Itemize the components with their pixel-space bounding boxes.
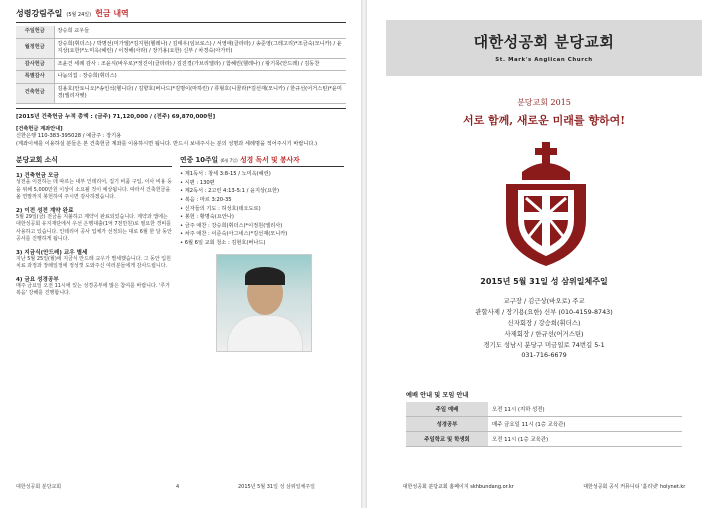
table-row	[406, 417, 682, 432]
offering-header	[16, 8, 346, 23]
footer-left: 대한성공회 분당교회	[16, 484, 62, 490]
offering-label: 감사헌금	[16, 58, 54, 71]
offering-header-date: (5월 24일)	[66, 12, 92, 18]
clergy-info	[368, 296, 720, 361]
table-row	[406, 432, 682, 447]
clergy-line: 사제회장 / 한규선(어거스틴)	[504, 329, 584, 338]
news-item-title: 4) 금요 성경공부	[16, 276, 59, 283]
worship-time: 오전 11시 (1층 교육관)	[488, 432, 682, 447]
anglican-church-emblem	[502, 140, 590, 268]
table-row	[16, 58, 346, 71]
clergy-line: 교구장 / 김근상(바오로) 주교	[503, 297, 585, 305]
church-title: 대한성공회 분당교회	[473, 33, 615, 51]
page-number: 4	[176, 484, 180, 490]
worship-name: 주일 예배	[406, 402, 488, 417]
offering-label: 건축헌금	[16, 83, 54, 103]
reader-line: • 봉헌 : 황명숙(요안나)	[180, 214, 234, 221]
table-row	[406, 402, 682, 417]
offering-value: 조윤건 세례 감사 : 조윤식(바우로)*정진이(클라라) / 김진경(가브리엘라) / 함혜린(헬레나) / 왕기목(안드레) / 김동찬	[54, 58, 346, 71]
reader-line: • 금주 애찬 : 강승희(휘더스)*이정원(엘리사)	[180, 222, 283, 229]
offering-value: 김용호(안토니오)*송인석(헬니다) / 김향호(버나드)*김명이(마하린) / 류형호(니콜라)*김선재(모니카) / 한규선(어거스틴)*윤미경(엘리자벳)	[54, 83, 346, 103]
readers-title-red: 성경 독서 및 봉사자	[240, 156, 300, 165]
two-columns	[16, 154, 346, 351]
community-link[interactable]: 대한성공회 공식 커뮤니티 '홀리넷' holynet.kr	[583, 484, 686, 490]
readers-title	[180, 154, 344, 167]
portrait-photo	[216, 254, 312, 352]
account-title: [건축헌금 계좌안내]	[16, 125, 63, 132]
worship-name: 주일학교 및 학생회	[406, 432, 488, 447]
readers-column	[180, 154, 344, 351]
readers-title-date: (6월 7일)	[220, 158, 238, 164]
worship-title: 예배 안내 및 모임 안내	[406, 392, 469, 399]
reader-line: • 시편 : 130편	[180, 179, 215, 186]
table-row	[16, 71, 346, 84]
news-column	[16, 154, 172, 351]
worship-name: 성경공부	[406, 417, 488, 432]
reader-line: • 제1독서 : 창세 3:8-15 / 노미옥(헤런)	[180, 171, 271, 178]
reader-line: • 신자들의 기도 : 허성호(데오도로)	[180, 205, 261, 212]
worship-time: 매주 금요일 11시 (1층 교육관)	[488, 417, 682, 432]
offering-value: 나눔의집 : 장승희(휘더스)	[54, 71, 346, 84]
right-page	[368, 0, 720, 508]
offering-table	[16, 26, 346, 104]
clergy-line: 경기도 성남시 분당구 미금일로 74번길 5-1	[483, 340, 605, 349]
photo-hair-shape	[245, 267, 285, 285]
offering-label: 주일헌금	[16, 26, 54, 38]
reader-line: • 제2독서 : 2고린 4:13-5:1 / 윤지상(요한)	[180, 188, 280, 195]
building-fund-total: [2015년 건축헌금 누적 총액 : (금주) 71,120,000 / (전주) 69,870,000원]	[16, 108, 346, 120]
offering-header-red: 헌금 내역	[95, 9, 129, 18]
clergy-line: 관할사제 / 장기용(요한) 신부 (010-4159-8743)	[475, 307, 613, 316]
table-row	[16, 26, 346, 38]
offering-header-title: 성령강림주일	[16, 9, 63, 18]
page-fold	[361, 0, 367, 508]
worship-table	[406, 402, 682, 447]
offering-label: 월정헌금	[16, 38, 54, 58]
photo-body-shape	[227, 315, 303, 352]
offering-label: 특별감사	[16, 71, 54, 84]
news-item-body: 성전을 이전하는 데 따르는 내부 인테리어, 집기 비품 구입, 이사 비용 등을 위해 5,000만원 이상이 소요될 것이 예상됩니다. 따라서 건축헌금을 올 연말까지 봉헌하여 주시면 감사하겠습니다.	[16, 179, 172, 201]
reader-line: • 6월 6일 교회 청소 : 김현호(버나드)	[180, 239, 266, 246]
news-item-title: 3) 지금식(안드레) 교우 별세	[16, 249, 88, 256]
worship-time: 오전 11시 (지하 성전)	[488, 402, 682, 417]
account-line: 신한은행 110-383-395028 / 예금주 : 장기용	[16, 133, 122, 140]
table-row	[16, 83, 346, 103]
clergy-line: 031-716-6679	[521, 351, 567, 360]
clergy-line: 신자회장 / 강승희(휘더스)	[507, 318, 581, 327]
account-info	[16, 126, 346, 149]
title-band	[386, 20, 702, 76]
table-row	[16, 38, 346, 58]
right-footer	[368, 483, 720, 490]
news-title: 분당교회 소식	[16, 154, 172, 167]
offering-value: 장승희 교우들	[54, 26, 346, 38]
news-item-title: 2) 이전 성전 계약 완료	[16, 207, 74, 214]
slogan-main: 서로 함께, 새로운 미래를 향하여!	[462, 114, 626, 127]
slogan-year: 분당교회 2015	[517, 98, 571, 107]
account-note: (계좌이체를 이용하실 분들은 본 건축헌금 계좌를 이용하시면 됩니다. 반드시 보내주시는 분의 성명과 세례명을 적어주시기 바랍니다.)	[16, 140, 318, 147]
footer-date: 2015년 5월 31일 성 삼위일체주일	[238, 484, 315, 490]
news-item-body: 5월 29일(금) 전금을 지불하고 계약이 완료되었습니다. 계약과 앱에는 대한성공회 유지재단에서 우선 은행대출(1억 7천만원)로 필요한 경비를 사용하고 있습니다. 인테리어 공사 업체가 선정되는 대로 6월 한 달 동안 공사를 진행하게 됩니다.	[16, 213, 172, 243]
service-date: 2015년 5월 31일 성 삼위일체주일	[480, 277, 608, 286]
reader-line: • 차주 애찬 : 이준숙(아그네스)*김선재(모니카)	[180, 231, 288, 238]
readers-title-main: 연중 10주일	[180, 156, 219, 165]
news-item-body: 매주 금요일 오전 11시에 있는 성경공부에 많은 참여를 바랍니다. '루가 복음' 강해를 진행합니다.	[16, 282, 171, 297]
homepage-link[interactable]: 대한성공회 분당교회 홈페이지 skhbundang.or.kr	[402, 484, 514, 490]
reader-line: • 복음 : 마르 3:20-35	[180, 197, 232, 204]
news-item-body: 지난 5월 25일(월)에 지금식 안드레 교우가 별세했습니다. 그 동안 입원치료 과정과 장례일정에 정성껏 도와주신 여러분들에게 감사드립니다.	[16, 255, 171, 270]
offering-value: 강승희(휘더스) / 박명선(미가엘)*김지현(헬레나) / 김태우(임브로스) / 서영애(클라라) / 송준영(그레고리)*조금숙(모니카) / 윤지상(요한)*노미옥(헤런) / 이정해(사라) / 장기용(요한) 신부 / 차경숙(아가터)	[54, 38, 346, 58]
church-subtitle: St. Mark's Anglican Church	[495, 57, 593, 63]
news-item-title: 1) 건축헌금 모금	[16, 173, 59, 180]
